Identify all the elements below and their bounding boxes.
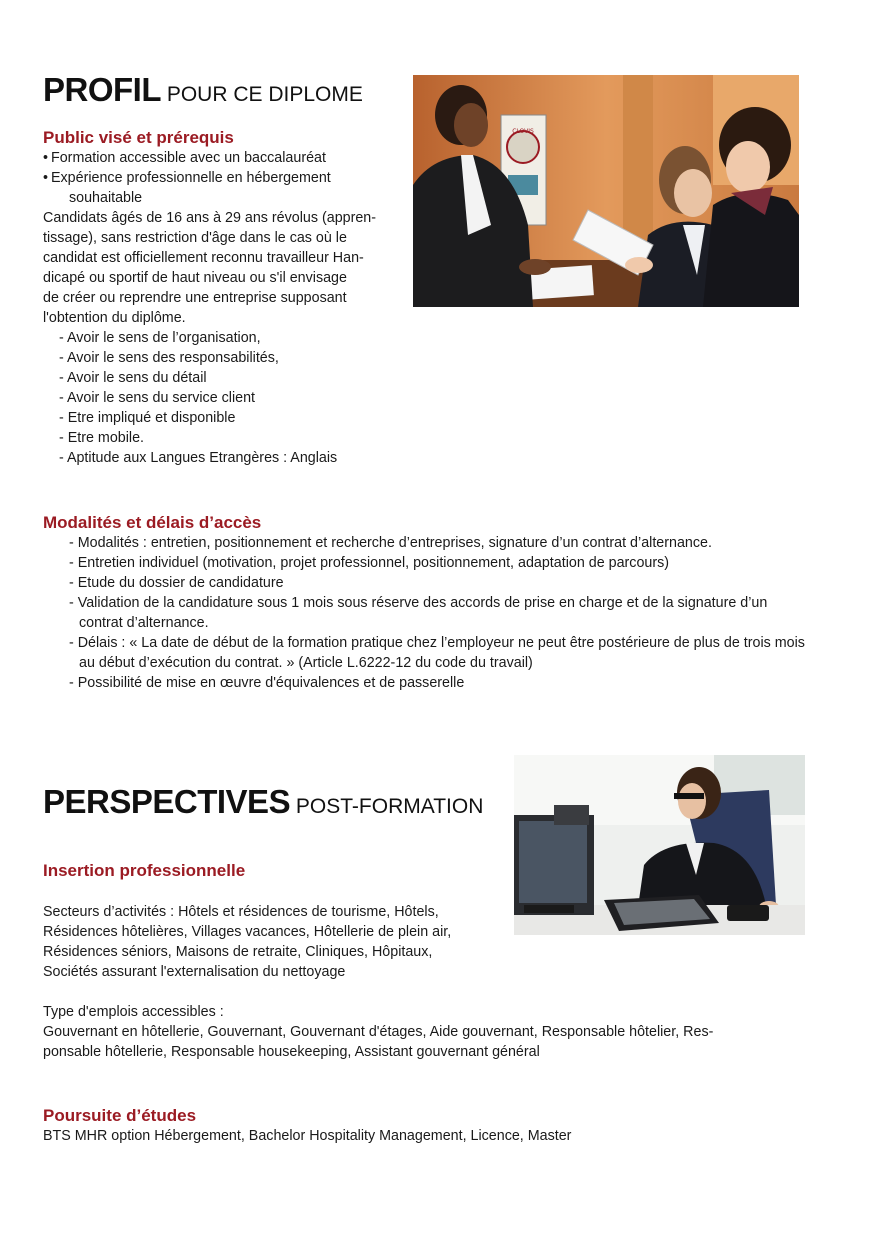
office-photo bbox=[514, 755, 805, 935]
profil-title-main: PROFIL bbox=[43, 71, 161, 108]
quality-item: - Etre mobile. bbox=[59, 430, 145, 446]
prerequis-list bbox=[43, 148, 403, 208]
emplois-paragraph: Gouvernant en hôtellerie, Gouvernant, Gouvernant d'étages, Aide gouvernant, Responsable hôtelier, Res- ponsable hôtellerie, Responsable housekeeping, Assistant gouvernant général bbox=[43, 1024, 714, 1060]
modalite-item: - Etude du dossier de candidature bbox=[69, 575, 284, 591]
quality-item: - Etre impliqué et disponible bbox=[59, 410, 236, 426]
sign-text: CLOVIS bbox=[512, 128, 534, 135]
quality-item: - Avoir le sens du détail bbox=[59, 370, 207, 386]
prerequis-item: • Expérience professionnelle en hébergement souhaitable bbox=[43, 170, 331, 206]
modalites-list bbox=[43, 533, 803, 693]
reception-photo bbox=[413, 75, 799, 307]
public-vise-block bbox=[43, 148, 403, 468]
modalites-heading: Modalités et délais d’accès bbox=[43, 513, 262, 532]
poursuite-heading: Poursuite d’études bbox=[43, 1106, 197, 1125]
quality-item: - Avoir le sens des responsabilités, bbox=[59, 350, 279, 366]
emplois-label: Type d'emplois accessibles : bbox=[43, 1004, 224, 1020]
quality-item: - Avoir le sens du service client bbox=[59, 390, 256, 406]
secteurs-paragraph: Secteurs d’activités : Hôtels et résidences de tourisme, Hôtels, Résidences hôtelières, Villages vacances, Hôtellerie de plein air, Résidences séniors, Maisons de retraite, Cliniques, Hôpitaux, Sociétés assurant l'externalisation du nettoyage bbox=[43, 904, 452, 980]
modalite-item: - Modalités : entretien, positionnement et recherche d’entreprises, signature d’un contrat d’alternance. bbox=[69, 535, 712, 551]
modalite-item: - Entretien individuel (motivation, projet professionnel, positionnement, adaptation de parcours) bbox=[69, 555, 670, 571]
modalites-block bbox=[43, 533, 803, 693]
modalite-item: - Possibilité de mise en œuvre d'équivalences et de passerelle bbox=[69, 675, 465, 691]
quality-item: - Aptitude aux Langues Etrangères : Anglais bbox=[59, 450, 338, 466]
modalite-item: - Validation de la candidature sous 1 mois sous réserve des accords de prise en charge et de la signature d’un contrat d’alternance. bbox=[69, 595, 768, 631]
public-vise-heading: Public visé et prérequis bbox=[43, 128, 234, 147]
secteurs-block bbox=[43, 902, 513, 982]
modalite-item: - Délais : « La date de début de la formation pratique chez l’employeur ne peut être postérieure de plus de trois mois au début d’exécution du contrat. » (Article L.6222-12 du code du travail) bbox=[69, 635, 805, 671]
perspectives-title-main: PERSPECTIVES bbox=[43, 783, 291, 820]
profil-title-sub: POUR CE DIPLOME bbox=[161, 83, 363, 106]
perspectives-title bbox=[43, 785, 483, 818]
profil-title bbox=[43, 73, 363, 106]
poursuite-block bbox=[43, 1126, 823, 1146]
candidats-paragraph: Candidats âgés de 16 ans à 29 ans révolus (appren- tissage), sans restriction d'âge dans le cas où le candidat est officiellement reconnu travailleur Han- dicapé ou sportif de haut niveau ou s'il envisage de créer ou reprendre une entreprise supposant l'obtention du diplôme. bbox=[43, 210, 377, 326]
poursuite-text: BTS MHR option Hébergement, Bachelor Hospitality Management, Licence, Master bbox=[43, 1128, 572, 1144]
prerequis-item: • Formation accessible avec un baccalauréat bbox=[43, 150, 326, 166]
qualities-list bbox=[43, 328, 403, 468]
emplois-block bbox=[43, 1002, 823, 1062]
insertion-heading: Insertion professionnelle bbox=[43, 861, 246, 880]
quality-item: - Avoir le sens de l’organisation, bbox=[59, 330, 261, 346]
perspectives-title-sub: POST-FORMATION bbox=[290, 795, 484, 818]
